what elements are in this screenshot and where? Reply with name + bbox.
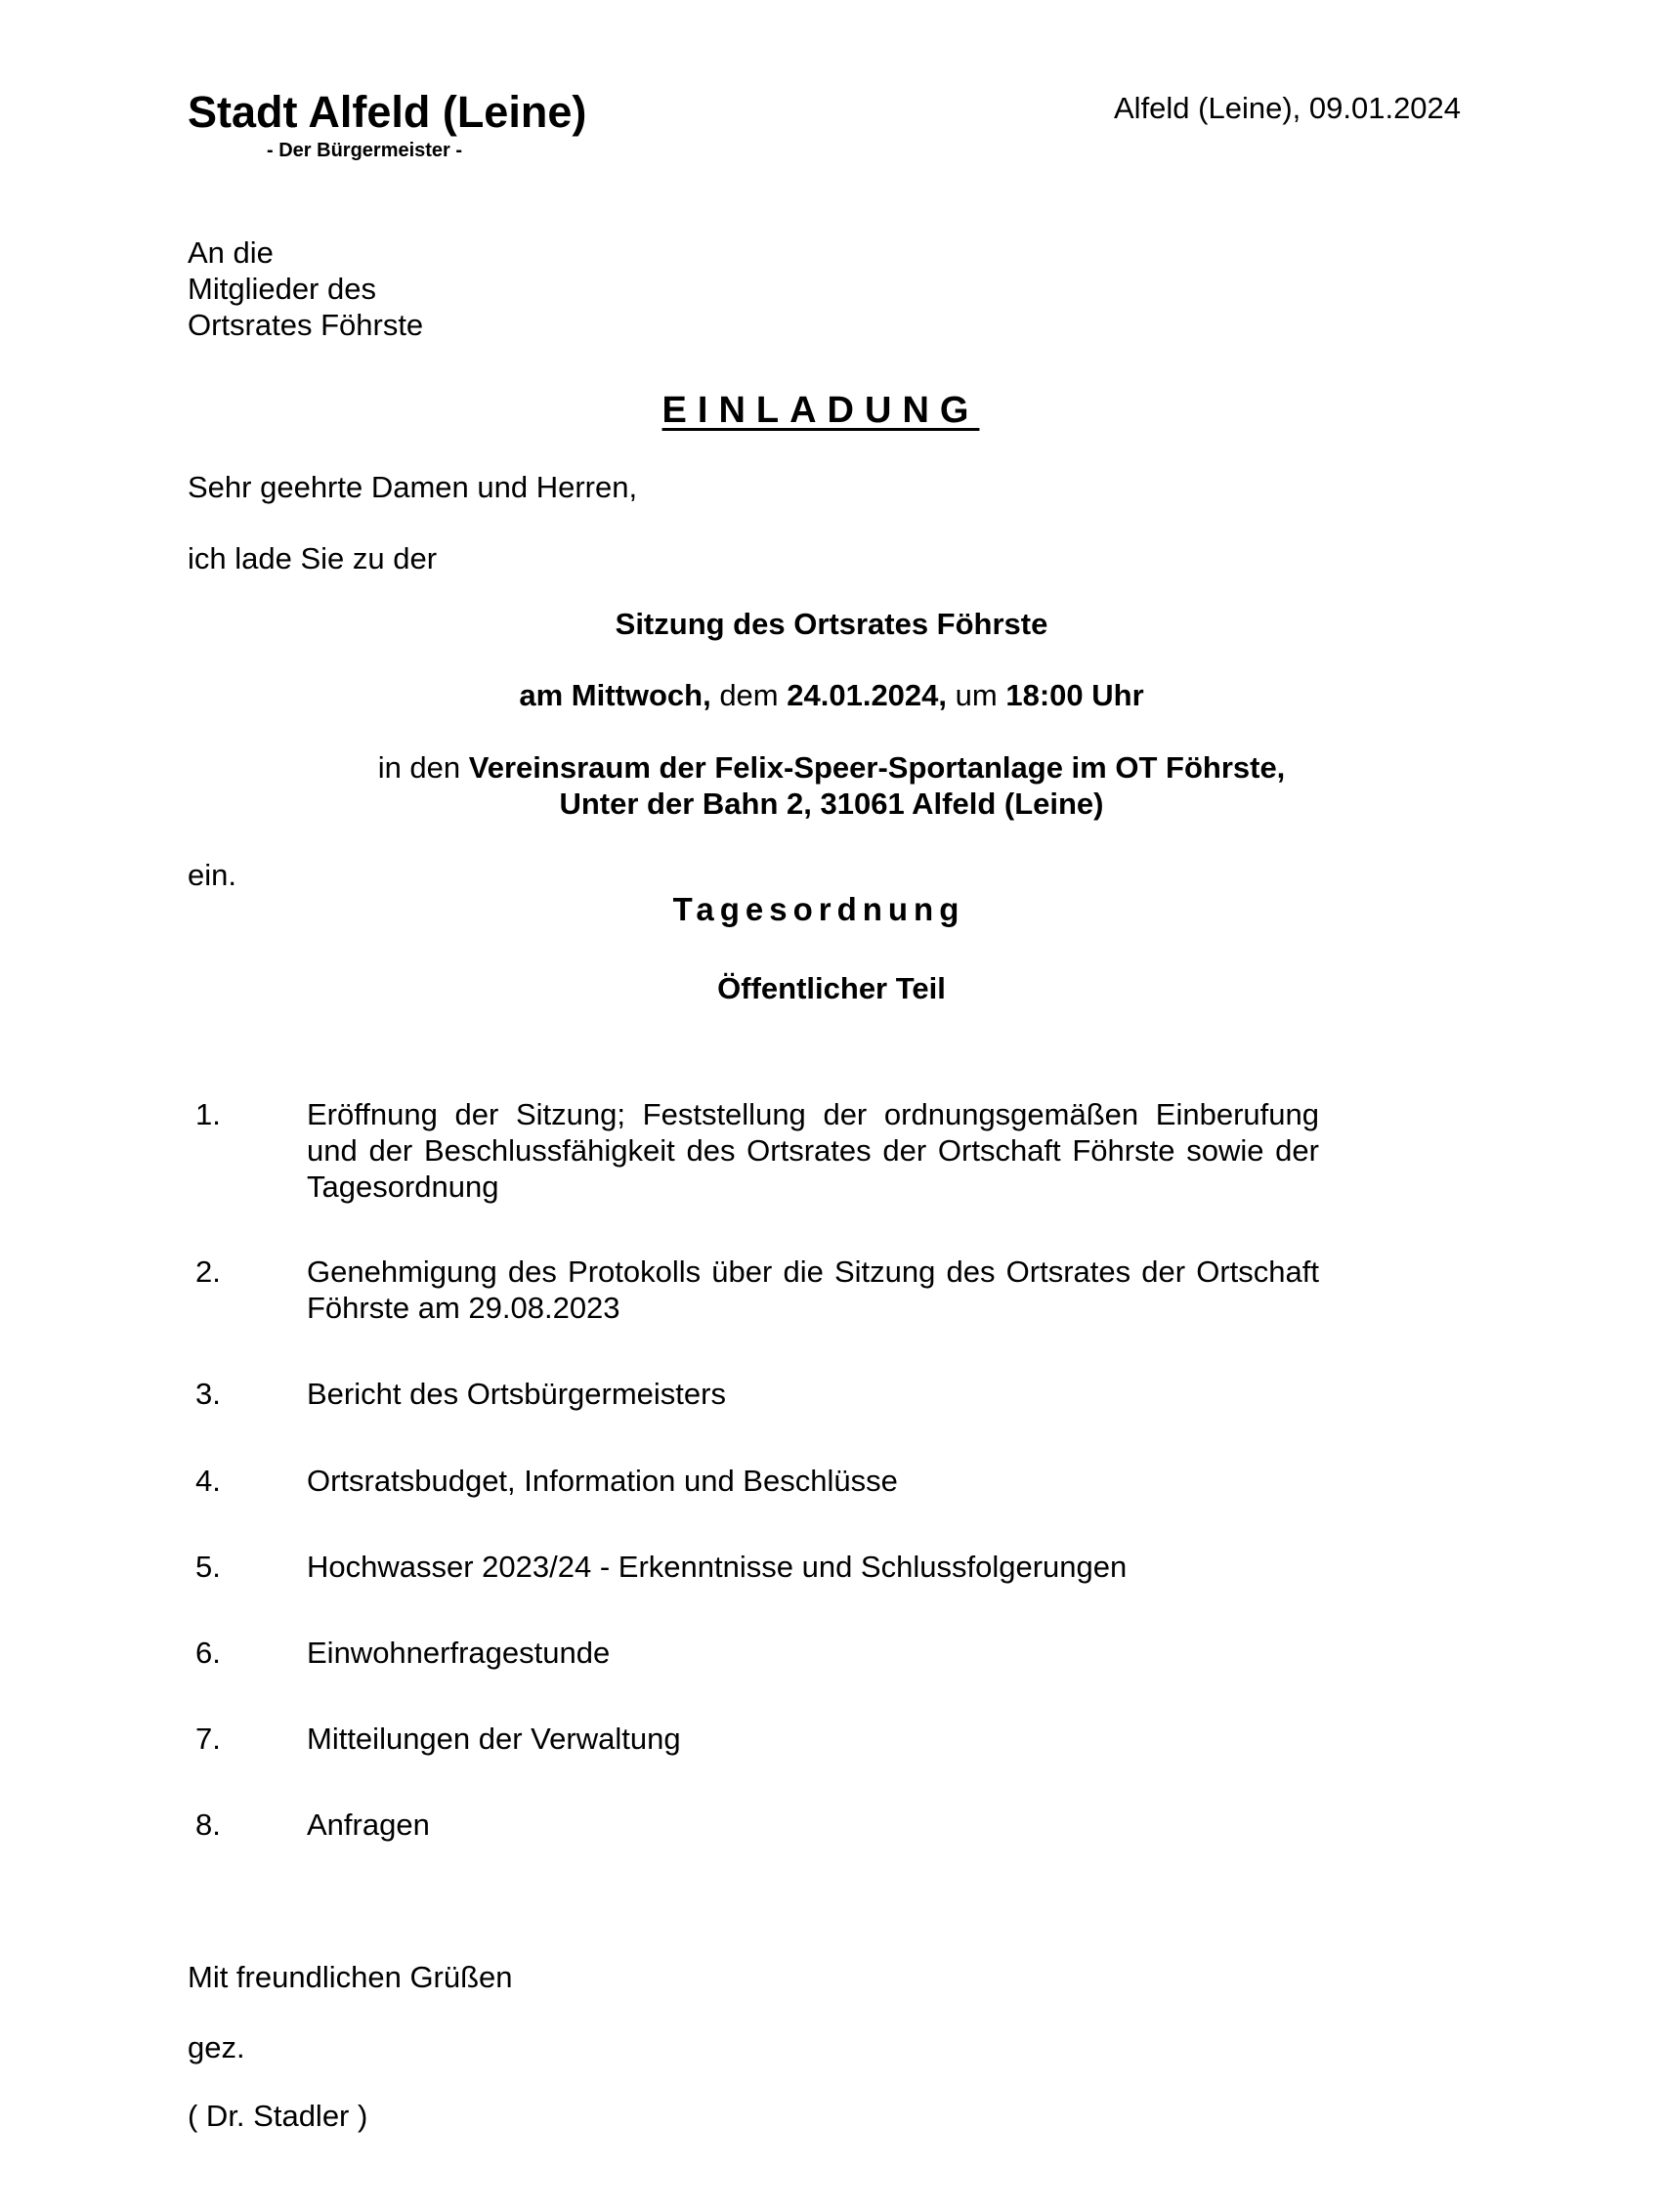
agenda-item-text: Anfragen <box>307 1808 430 1842</box>
agenda-heading: Tagesordnung <box>672 891 965 927</box>
invite-suffix: ein. <box>188 858 236 892</box>
agenda-item-number: 1. <box>195 1097 221 1131</box>
invite-intro: ich lade Sie zu der <box>188 541 438 575</box>
meeting-name: Sitzung des Ortsrates Föhrste <box>615 607 1048 641</box>
document-title: EINLADUNG <box>661 390 980 431</box>
signed-marker: gez. <box>188 2030 245 2064</box>
address-line: Ortsrates Föhrste <box>188 308 424 342</box>
agenda-item-number: 3. <box>195 1377 221 1411</box>
agenda-item-text: Genehmigung des Protokolls über die Sitzung des Ortsrates der Ortschaft Föhrste am 29.08.2023 <box>307 1255 1319 1325</box>
address-line: Mitglieder des <box>188 272 376 306</box>
agenda-item-number: 8. <box>195 1808 221 1842</box>
meeting-location <box>0 749 1663 822</box>
location-address: Unter der Bahn 2, 31061 Alfeld (Leine) <box>559 787 1104 821</box>
location-prefix: in den <box>377 750 461 785</box>
location-venue: Vereinsraum der Felix-Speer-Sportanlage im OT Föhrste, <box>468 750 1286 785</box>
salutation: Sehr geehrte Damen und Herren, <box>188 470 638 504</box>
agenda-item-number: 6. <box>195 1636 221 1670</box>
meeting-um: um <box>955 678 998 712</box>
meeting-dem: dem <box>719 678 779 712</box>
agenda-item-text: Ortsratsbudget, Information und Beschlüsse <box>307 1464 898 1498</box>
department-name: - Der Bürgermeister - <box>267 140 463 161</box>
meeting-datetime <box>0 677 1663 713</box>
agenda-item-text: Hochwasser 2023/24 - Erkenntnisse und Schlussfolgerungen <box>307 1550 1128 1584</box>
agenda-section: Öffentlicher Teil <box>717 971 946 1005</box>
address-line: An die <box>188 235 274 270</box>
recipient-address <box>188 234 423 343</box>
agenda-item-text: Mitteilungen der Verwaltung <box>307 1722 681 1756</box>
organization-name: Stadt Alfeld (Leine) <box>188 87 587 137</box>
agenda-item-number: 4. <box>195 1464 221 1498</box>
agenda-item-text: Bericht des Ortsbürgermeisters <box>307 1377 726 1411</box>
dateline: Alfeld (Leine), 09.01.2024 <box>1114 91 1462 125</box>
meeting-weekday: am Mittwoch, <box>519 678 711 712</box>
agenda-item-text: Einwohnerfragestunde <box>307 1636 611 1670</box>
agenda-item-number: 2. <box>195 1255 221 1289</box>
agenda-item-number: 7. <box>195 1722 221 1756</box>
closing-greeting: Mit freundlichen Grüßen <box>188 1960 513 1994</box>
meeting-date: 24.01.2024, <box>787 678 948 712</box>
agenda-item-text: Eröffnung der Sitzung; Feststellung der ordnungsgemäßen Einberufung und der Beschlussfähigkeit des Ortsrates der Ortschaft Föhrste sowie der Tagesordnung <box>307 1097 1319 1204</box>
signatory: ( Dr. Stadler ) <box>188 2099 368 2133</box>
meeting-time: 18:00 Uhr <box>1005 678 1144 712</box>
agenda-item-number: 5. <box>195 1550 221 1584</box>
